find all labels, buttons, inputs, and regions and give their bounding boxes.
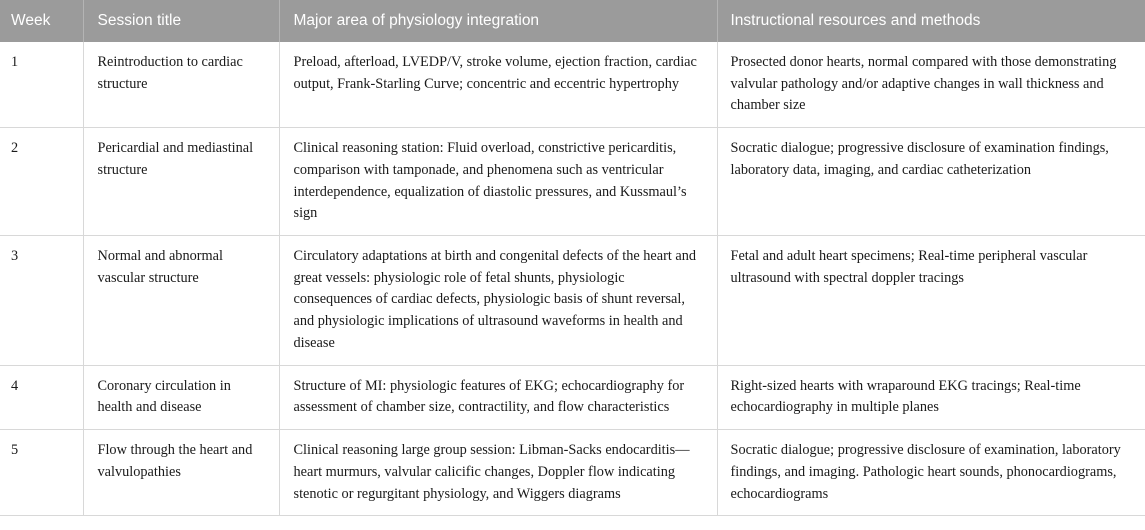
table-row xyxy=(0,42,1145,128)
column-header-session-title: Session title xyxy=(83,0,279,42)
cell-week: 5 xyxy=(0,430,83,516)
table-header xyxy=(0,0,1145,42)
cell-major-area: Clinical reasoning large group session: Libman-Sacks endocarditis—heart murmurs, valvular calicific changes, Doppler flow indicating stenotic or regurgitant physiology, and Wiggers diagrams xyxy=(279,430,717,516)
column-header-resources: Instructional resources and methods xyxy=(717,0,1145,42)
cell-session-title: Pericardial and mediastinal structure xyxy=(83,128,279,236)
table-row xyxy=(0,430,1145,516)
cell-resources: Fetal and adult heart specimens; Real-time peripheral vascular ultrasound with spectral doppler tracings xyxy=(717,236,1145,366)
cell-session-title: Coronary circulation in health and disease xyxy=(83,365,279,429)
cell-resources: Prosected donor hearts, normal compared with those demonstrating valvular pathology and/or adaptive changes in wall thickness and chamber size xyxy=(717,42,1145,128)
cell-major-area: Structure of MI: physiologic features of EKG; echocardiography for assessment of chamber size, contractility, and flow characteristics xyxy=(279,365,717,429)
cell-session-title: Flow through the heart and valvulopathies xyxy=(83,430,279,516)
table-row xyxy=(0,128,1145,236)
table-header-row xyxy=(0,0,1145,42)
table-row xyxy=(0,236,1145,366)
cell-week: 3 xyxy=(0,236,83,366)
cell-week: 1 xyxy=(0,42,83,128)
cell-resources: Right-sized hearts with wraparound EKG tracings; Real-time echocardiography in multiple planes xyxy=(717,365,1145,429)
cell-major-area: Circulatory adaptations at birth and congenital defects of the heart and great vessels: physiologic role of fetal shunts, physiologic consequences of cardiac defects, physiologic basis of shunt reversal, and physiologic implications of ultrasound waveforms in health and disease xyxy=(279,236,717,366)
cell-resources: Socratic dialogue; progressive disclosure of examination findings, laboratory data, imaging, and cardiac catheterization xyxy=(717,128,1145,236)
cell-week: 2 xyxy=(0,128,83,236)
cell-week: 4 xyxy=(0,365,83,429)
cell-major-area: Preload, afterload, LVEDP/V, stroke volume, ejection fraction, cardiac output, Frank-Starling Curve; concentric and eccentric hypertrophy xyxy=(279,42,717,128)
column-header-major-area: Major area of physiology integration xyxy=(279,0,717,42)
cell-session-title: Reintroduction to cardiac structure xyxy=(83,42,279,128)
cell-resources: Socratic dialogue; progressive disclosure of examination, laboratory findings, and imaging. Pathologic heart sounds, phonocardiograms, echocardiograms xyxy=(717,430,1145,516)
table-body xyxy=(0,42,1145,516)
table-row xyxy=(0,365,1145,429)
cell-session-title: Normal and abnormal vascular structure xyxy=(83,236,279,366)
cell-major-area: Clinical reasoning station: Fluid overload, constrictive pericarditis, comparison with tamponade, and phenomena such as ventricular interdependence, equalization of diastolic pressures, and Kussmaul’s sign xyxy=(279,128,717,236)
column-header-week: Week xyxy=(0,0,83,42)
